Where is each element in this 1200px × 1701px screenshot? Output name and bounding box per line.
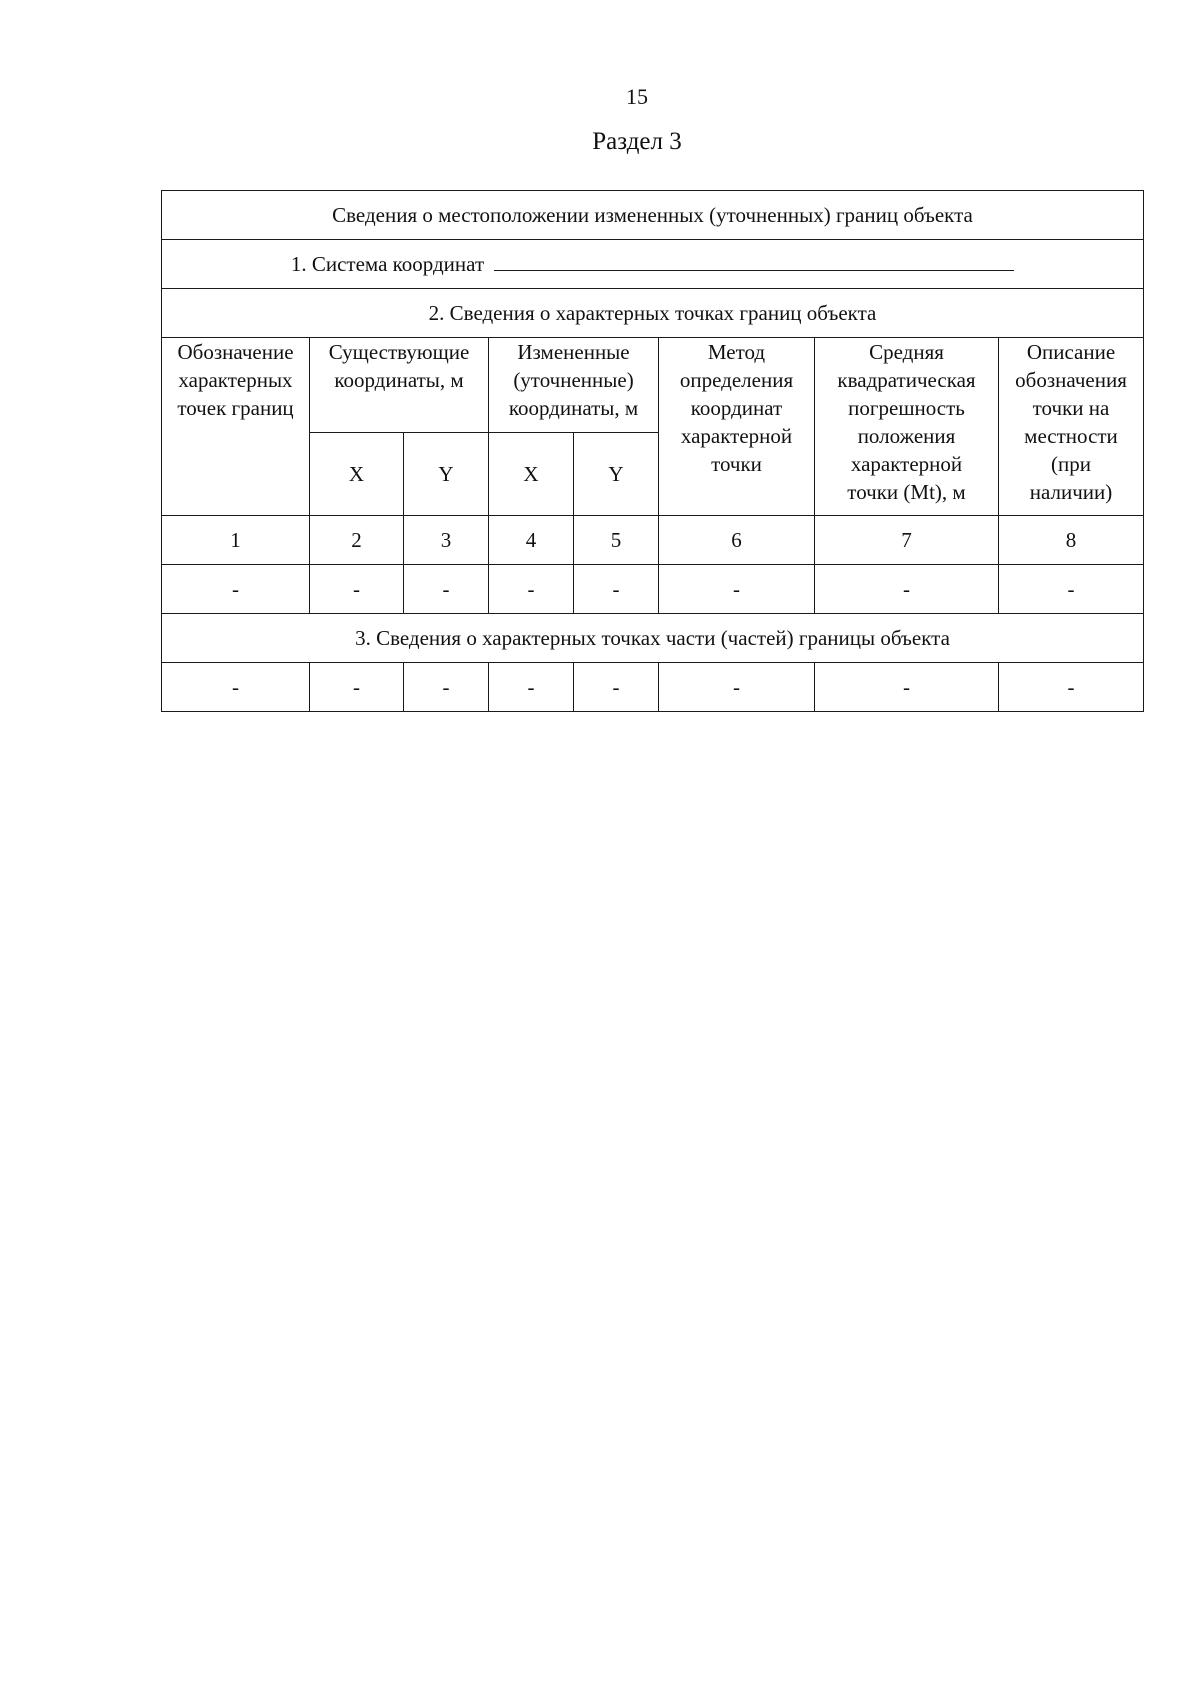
table-cell: - (162, 663, 310, 712)
column-number: 2 (310, 516, 404, 565)
part-points-section-label: 3. Сведения о характерных точках части (частей) границы объекта (162, 614, 1144, 663)
table-cell: - (659, 565, 815, 614)
header-error-text: Средняя квадратическая погрешность положения характерной точки (Mt), м (837, 340, 976, 504)
table-cell: - (574, 565, 659, 614)
header-method (659, 338, 815, 516)
header-changed-y: Y (574, 433, 659, 516)
header-changed-coords (489, 338, 659, 433)
table-cell: - (310, 663, 404, 712)
column-number-row (162, 516, 1144, 565)
points-data-row (162, 565, 1144, 614)
column-number: 8 (999, 516, 1144, 565)
header-description-text: Описание обозначения точки на местности (при наличии) (1015, 340, 1127, 504)
page-number: 15 (626, 84, 648, 109)
table-cell: - (489, 565, 574, 614)
column-number: 3 (404, 516, 489, 565)
column-number: 4 (489, 516, 574, 565)
table-title: Сведения о местоположении измененных (уточненных) границ объекта (162, 191, 1144, 240)
column-number: 5 (574, 516, 659, 565)
table-cell: - (815, 565, 999, 614)
header-designation (162, 338, 310, 516)
header-existing-y: Y (404, 433, 489, 516)
table-cell: - (574, 663, 659, 712)
header-method-text: Метод определения координат характерной точки (679, 340, 794, 476)
coord-system-row (162, 240, 1144, 289)
table-cell: - (659, 663, 815, 712)
header-error (815, 338, 999, 516)
table-cell: - (310, 565, 404, 614)
boundary-table (161, 190, 1144, 712)
header-existing-coords (310, 338, 489, 433)
header-changed-coords-text: Измененные (уточненные) координаты, м (508, 340, 639, 420)
table-cell: - (489, 663, 574, 712)
table-cell: - (815, 663, 999, 712)
table-cell: - (404, 663, 489, 712)
header-existing-coords-text: Существующие координаты, м (328, 340, 470, 392)
column-number: 6 (659, 516, 815, 565)
header-existing-x: X (310, 433, 404, 516)
coord-system-blank-field (494, 250, 1014, 271)
column-number: 7 (815, 516, 999, 565)
part-points-data-row (162, 663, 1144, 712)
table-cell: - (999, 565, 1144, 614)
header-description (999, 338, 1144, 516)
table-cell: - (404, 565, 489, 614)
column-number: 1 (162, 516, 310, 565)
header-designation-text: Обозначение характерных точек границ (177, 340, 294, 420)
points-section-label: 2. Сведения о характерных точках границ объекта (162, 289, 1144, 338)
table-cell: - (999, 663, 1144, 712)
header-changed-x: X (489, 433, 574, 516)
coord-system-label: 1. Система координат (290, 252, 485, 276)
section-title: Раздел 3 (592, 128, 682, 155)
table-cell: - (162, 565, 310, 614)
